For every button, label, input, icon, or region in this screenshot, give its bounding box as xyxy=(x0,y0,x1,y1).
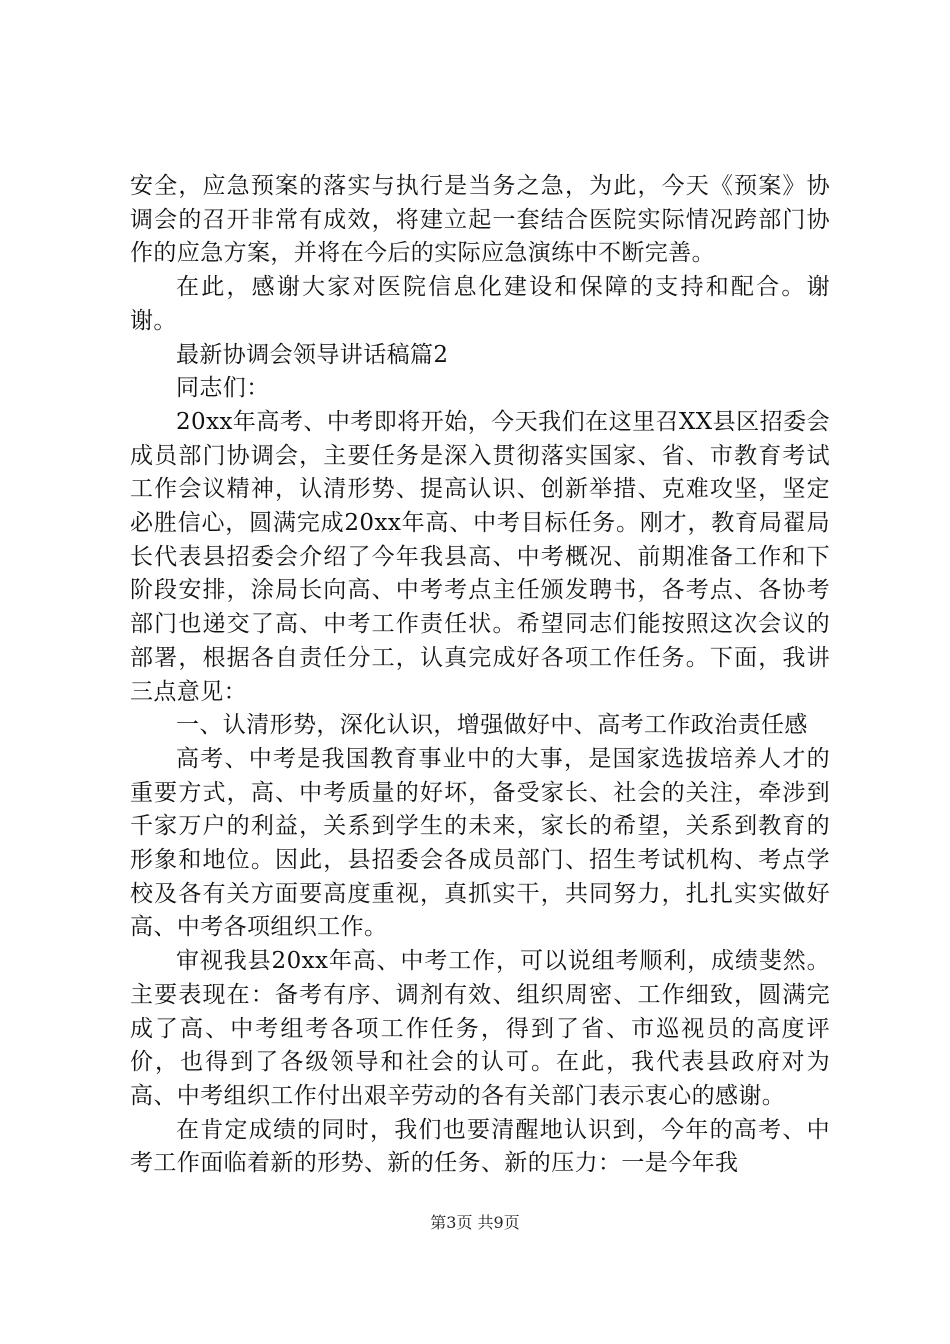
paragraph-1: 安全，应急预案的落实与执行是当务之急，为此，今天《预案》协调会的召开非常有成效，将建立起一套结合医院实际情况跨部门协作的应急方案，并将在今后的实际应急演练中不断完善。 xyxy=(130,173,830,267)
paragraph-9: 在肯定成绩的同时，我们也要清醒地认识到，今年的高考、中考工作面临着新的形势、新的任务、新的压力：一是今年我 xyxy=(130,1116,830,1177)
salutation: 同志们： xyxy=(176,375,270,402)
paragraph-7: 高考、中考是我国教育事业中的大事，是国家选拔培养人才的重要方式，高、中考质量的好坏，备受家长、社会的关注，牵涉到千家万户的利益，关系到学生的未来，家长的希望，关系到教育的形象和地位。因此，县招委会各成员部门、招生考试机构、考点学校及各有关方面要高度重视，真抓实干，共同努力，扎扎实实做好高、中考各项组织工作。 xyxy=(130,745,830,941)
paragraph-5: 20xx年高考、中考即将开始，今天我们在这里召XX县区招委会成员部门协调会，主要任务是深入贯彻落实国家、省、市教育考试工作会议精神，认清形势、提高认识、创新举措、克难攻坚，坚定必胜信心，圆满完成20xx年高、中考目标任务。刚才，教育局翟局长代表县招委会介绍了今年我县高、中考概况、前期准备工作和下阶段安排，涂局长向高、中考考点主任颁发聘书，各考点、各协考部门也递交了高、中考工作责任状。希望同志们能按照这次会议的部署，根据各自责任分工，认真完成好各项工作任务。下面，我讲三点意见： xyxy=(130,408,830,705)
document-body xyxy=(130,170,830,1181)
subheading-one: 一、认清形势，深化认识，增强做好中、高考工作政治责任感 xyxy=(176,712,808,739)
paragraph-2: 在此，感谢大家对医院信息化建设和保障的支持和配合。谢谢。 xyxy=(130,274,830,334)
paragraph-8: 审视我县20xx年高、中考工作，可以说组考顺利，成绩斐然。主要表现在：备考有序、调剂有效、组织周密、工作细致，圆满完成了高、中考组考各项工作任务，得到了省、市巡视员的高度评价，也得到了各级领导和社会的认可。在此，我代表县政府对为高、中考组织工作付出艰辛劳动的各有关部门表示衷心的感谢。 xyxy=(130,948,830,1109)
page-footer xyxy=(0,1213,950,1233)
section-heading: 最新协调会领导讲话稿篇2 xyxy=(176,341,449,368)
page-number-label: 第3页 共9页 xyxy=(430,1213,520,1232)
